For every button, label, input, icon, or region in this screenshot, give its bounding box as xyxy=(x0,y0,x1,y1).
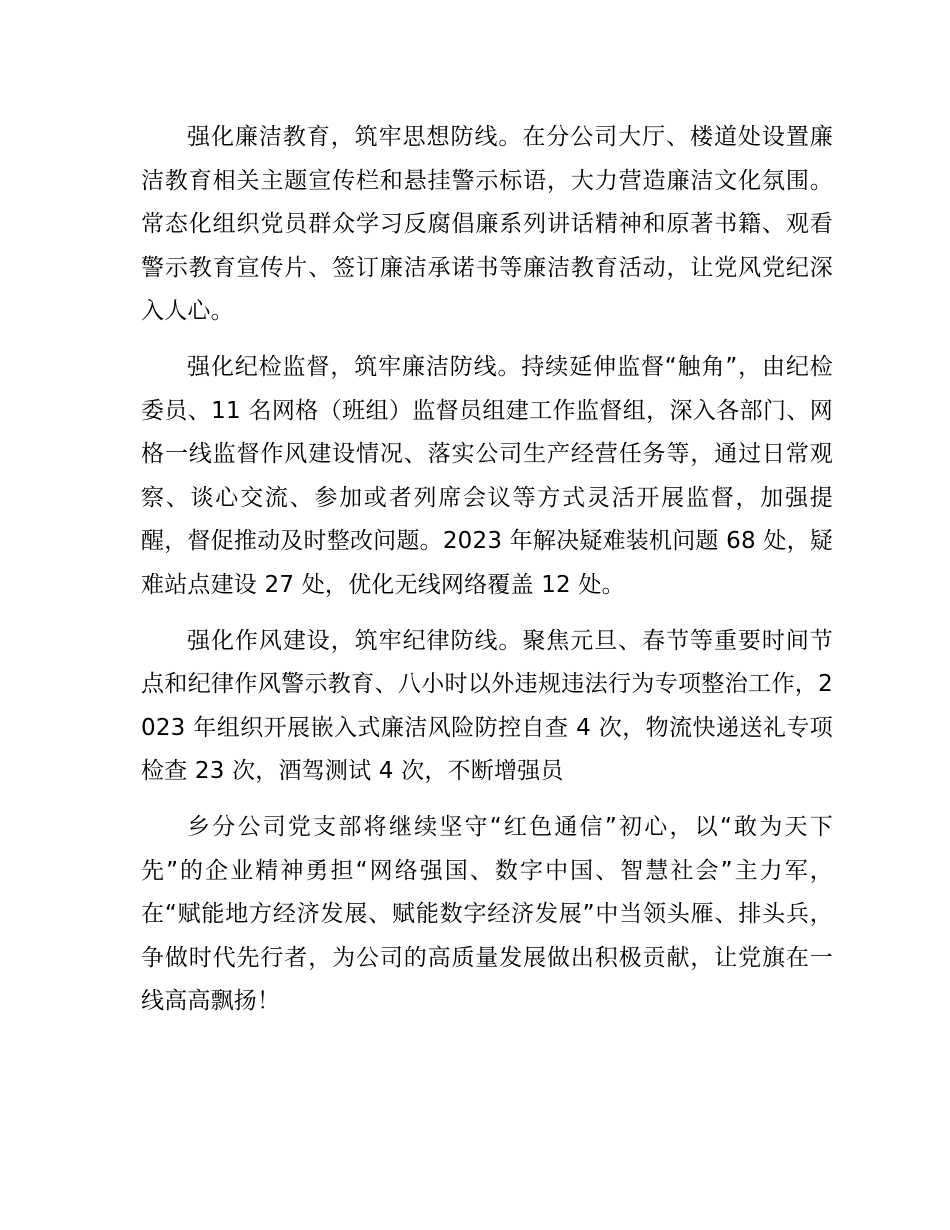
document-body xyxy=(141,116,833,1036)
paragraph-work-style: 强化作风建设，筑牢纪律防线。聚焦元旦、春节等重要时间节点和纪律作风警示教育、八小时以外违规违法行为专项整治工作，2023 年组织开展嵌入式廉洁风险防控自查 4 次，物流快递送礼专项检查 23 次，酒驾测试 4 次，不断增强员 xyxy=(141,627,833,785)
paragraph-conclusion: 乡分公司党支部将继续坚守“红色通信”初心，以“敢为天下先”的企业精神勇担“网络强国、数字中国、智慧社会”主力军，在“赋能地方经济发展、赋能数字经济发展”中当领头雁、排头兵，争做时代先行者，为公司的高质量发展做出积极贡献，让党旗在一线高高飘扬！ xyxy=(141,813,833,1015)
paragraph-discipline-supervision: 强化纪检监督，筑牢廉洁防线。持续延伸监督“触角”，由纪检委员、11 名网格（班组）监督员组建工作监督组，深入各部门、网格一线监督作风建设情况、落实公司生产经营任务等，通过日常观察、谈心交流、参加或者列席会议等方式灵活开展监督，加强提醒，督促推动及时整改问题。2023 年解决疑难装机问题 68 处，疑难站点建设 27 处，优化无线网络覆盖 12 处。 xyxy=(141,353,833,598)
paragraph-integrity-education: 强化廉洁教育，筑牢思想防线。在分公司大厅、楼道处设置廉洁教育相关主题宣传栏和悬挂警示标语，大力营造廉洁文化氛围。常态化组织党员群众学习反腐倡廉系列讲话精神和原著书籍、观看警示教育宣传片、签订廉洁承诺书等廉洁教育活动，让党风党纪深入人心。 xyxy=(141,124,833,325)
